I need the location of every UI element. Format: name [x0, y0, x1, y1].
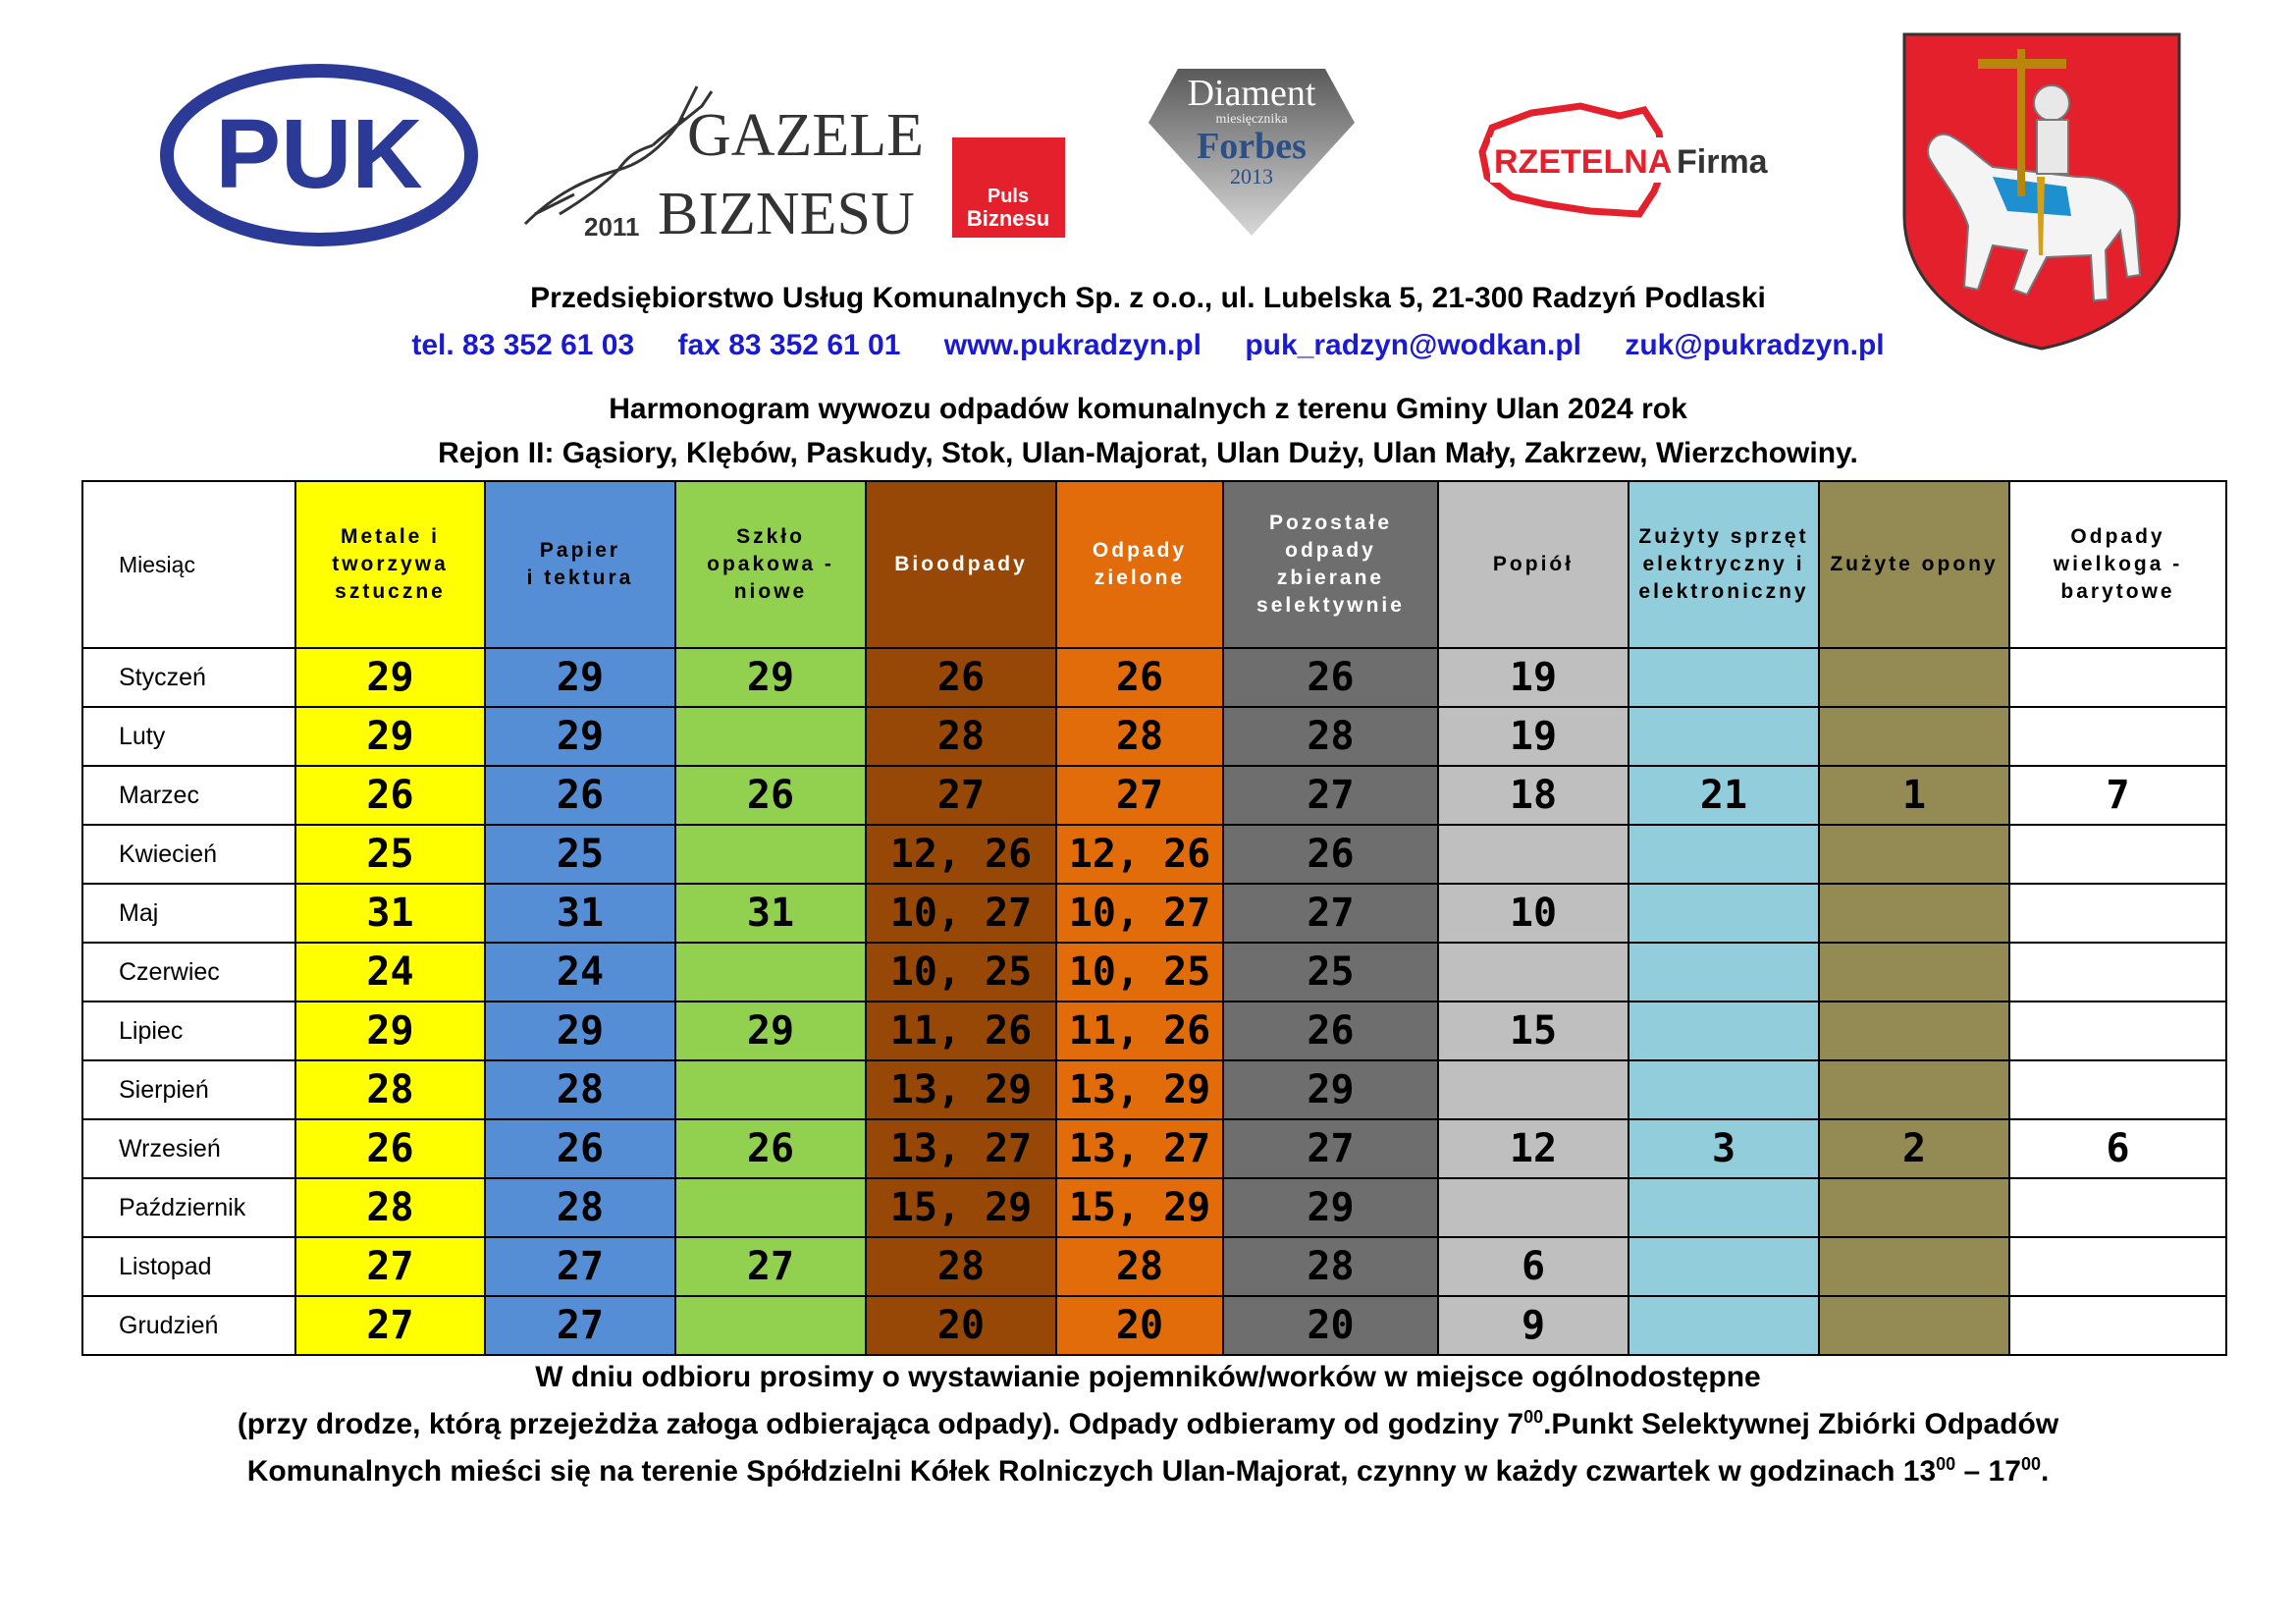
footer-notice-line1: W dniu odbioru prosimy o wystawianie pojemników/worków w miejsce ogólnodostępne — [535, 1361, 1761, 1393]
date-cell: 29 — [675, 1001, 866, 1060]
date-cell: 12 — [1438, 1119, 1629, 1178]
date-cell: 29 — [295, 1001, 485, 1060]
date-cell: 27 — [485, 1237, 675, 1296]
month-cell: Marzec — [82, 766, 295, 825]
date-cell — [2009, 1296, 2226, 1355]
date-cell: 10, 25 — [1056, 943, 1223, 1001]
table-row — [82, 884, 2226, 943]
column-header-1 — [295, 481, 485, 648]
date-cell: 6 — [1438, 1237, 1629, 1296]
date-cell — [2009, 943, 2226, 1001]
date-cell: 31 — [675, 884, 866, 943]
date-cell: 15 — [1438, 1001, 1629, 1060]
date-cell: 28 — [866, 707, 1056, 766]
date-cell — [1629, 884, 1819, 943]
column-header-2 — [485, 481, 675, 648]
date-cell: 18 — [1438, 766, 1629, 825]
date-cell — [1819, 707, 2009, 766]
table-row — [82, 648, 2226, 707]
date-cell: 27 — [295, 1237, 485, 1296]
rzetelna-word: RZETELNA — [1494, 143, 1673, 181]
date-cell: 10 — [1438, 884, 1629, 943]
date-cell — [2009, 1237, 2226, 1296]
column-header-label: Metale i tworzywa sztuczne — [332, 525, 449, 603]
footer-line3-sup-open: 00 — [1936, 1454, 1956, 1474]
month-cell: Czerwiec — [82, 943, 295, 1001]
date-cell: 20 — [1056, 1296, 1223, 1355]
date-cell: 20 — [1223, 1296, 1438, 1355]
footer-line3-sup-close: 00 — [2020, 1454, 2041, 1474]
footer-line2-end: .Punkt Selektywnej Zbiórki Odpadów — [1543, 1408, 2059, 1440]
date-cell: 28 — [295, 1178, 485, 1237]
table-row — [82, 1178, 2226, 1237]
date-cell — [675, 943, 866, 1001]
month-cell: Lipiec — [82, 1001, 295, 1060]
date-cell: 26 — [295, 766, 485, 825]
column-header-label: Bioodpady — [894, 553, 1028, 575]
date-cell — [1629, 1237, 1819, 1296]
puls-badge-line1: Puls — [987, 186, 1030, 207]
date-cell — [1819, 1178, 2009, 1237]
date-cell: 26 — [675, 766, 866, 825]
month-cell: Maj — [82, 884, 295, 943]
date-cell: 9 — [1438, 1296, 1629, 1355]
gazele-line1: GAZELE — [687, 102, 925, 169]
table-row — [82, 1119, 2226, 1178]
date-cell — [1819, 943, 2009, 1001]
date-cell: 28 — [1223, 1237, 1438, 1296]
date-cell — [1819, 1296, 2009, 1355]
date-cell: 13, 29 — [866, 1060, 1056, 1119]
date-cell: 27 — [1223, 766, 1438, 825]
date-cell — [2009, 884, 2226, 943]
date-cell: 10, 25 — [866, 943, 1056, 1001]
table-header-row — [82, 481, 2226, 648]
date-cell: 26 — [1223, 1001, 1438, 1060]
table-row — [82, 707, 2226, 766]
table-row — [82, 1001, 2226, 1060]
date-cell: 27 — [1223, 884, 1438, 943]
column-header-label: Szkło opakowa - niowe — [707, 525, 834, 603]
date-cell: 25 — [295, 825, 485, 884]
date-cell: 26 — [295, 1119, 485, 1178]
month-cell: Sierpień — [82, 1060, 295, 1119]
column-header-label: Pozostałe odpady zbierane selektywnie — [1256, 512, 1405, 617]
date-cell — [1629, 1296, 1819, 1355]
date-cell: 26 — [485, 766, 675, 825]
date-cell: 26 — [866, 648, 1056, 707]
date-cell: 28 — [485, 1060, 675, 1119]
date-cell — [1629, 1178, 1819, 1237]
date-cell: 28 — [485, 1178, 675, 1237]
date-cell: 3 — [1629, 1119, 1819, 1178]
date-cell: 20 — [866, 1296, 1056, 1355]
date-cell: 21 — [1629, 766, 1819, 825]
date-cell: 1 — [1819, 766, 2009, 825]
column-header-8 — [1629, 481, 1819, 648]
date-cell: 10, 27 — [866, 884, 1056, 943]
date-cell: 29 — [485, 648, 675, 707]
date-cell — [1629, 707, 1819, 766]
date-cell: 26 — [1223, 648, 1438, 707]
date-cell — [1629, 648, 1819, 707]
date-cell: 13, 29 — [1056, 1060, 1223, 1119]
gazele-year: 2011 — [584, 212, 640, 242]
date-cell — [1438, 1060, 1629, 1119]
puk-logo-text: PUK — [215, 99, 423, 209]
date-cell: 29 — [485, 1001, 675, 1060]
month-column-header: Miesiąc — [82, 481, 295, 648]
date-cell — [1819, 1001, 2009, 1060]
date-cell: 27 — [675, 1237, 866, 1296]
date-cell — [1819, 884, 2009, 943]
date-cell: 26 — [675, 1119, 866, 1178]
date-cell: 15, 29 — [866, 1178, 1056, 1237]
gazele-line2: BIZNESU — [658, 181, 915, 247]
date-cell: 13, 27 — [866, 1119, 1056, 1178]
company-address: Przedsiębiorstwo Usług Komunalnych Sp. z o.o., ul. Lubelska 5, 21-300 Radzyń Podlaski — [530, 282, 1766, 314]
date-cell — [1819, 1060, 2009, 1119]
date-cell — [1819, 648, 2009, 707]
date-cell: 29 — [485, 707, 675, 766]
website-link[interactable]: www.pukradzyn.pl — [943, 329, 1202, 361]
date-cell — [1629, 825, 1819, 884]
date-cell: 12, 26 — [1056, 825, 1223, 884]
footer-line3-end: . — [2040, 1455, 2050, 1488]
date-cell: 29 — [295, 648, 485, 707]
date-cell — [1629, 1060, 1819, 1119]
date-cell: 24 — [295, 943, 485, 1001]
forbes-diamond-logo — [1144, 64, 1360, 241]
date-cell — [2009, 1060, 2226, 1119]
forbes-line4: 2013 — [1230, 164, 1273, 189]
table-row — [82, 1060, 2226, 1119]
column-header-label: Papier i tektura — [526, 539, 634, 589]
date-cell: 28 — [866, 1237, 1056, 1296]
date-cell: 19 — [1438, 707, 1629, 766]
date-cell — [2009, 648, 2226, 707]
puls-badge-line2: Biznesu — [966, 206, 1050, 231]
phone-number: tel. 83 352 61 03 — [411, 329, 635, 361]
date-cell — [1629, 943, 1819, 1001]
date-cell: 13, 27 — [1056, 1119, 1223, 1178]
column-header-9 — [1819, 481, 2009, 648]
date-cell: 11, 26 — [1056, 1001, 1223, 1060]
date-cell — [2009, 707, 2226, 766]
date-cell — [1438, 1178, 1629, 1237]
date-cell — [1438, 943, 1629, 1001]
month-cell: Grudzień — [82, 1296, 295, 1355]
date-cell: 28 — [1056, 1237, 1223, 1296]
table-row — [82, 825, 2226, 884]
gazele-biznesu-logo — [515, 77, 1075, 248]
date-cell: 31 — [295, 884, 485, 943]
date-cell: 27 — [485, 1296, 675, 1355]
column-header-label: Zużyty sprzęt elektryczny i elektroniczny — [1638, 525, 1809, 603]
date-cell — [1819, 825, 2009, 884]
date-cell — [2009, 1178, 2226, 1237]
date-cell: 26 — [485, 1119, 675, 1178]
date-cell: 7 — [2009, 766, 2226, 825]
footer-notice-line2 — [0, 1408, 2296, 1441]
date-cell: 29 — [675, 648, 866, 707]
column-header-10 — [2009, 481, 2226, 648]
date-cell — [2009, 1001, 2226, 1060]
puk-logo — [157, 57, 481, 253]
date-cell: 24 — [485, 943, 675, 1001]
date-cell: 29 — [1223, 1060, 1438, 1119]
firma-word: Firma — [1677, 143, 1768, 181]
date-cell: 11, 26 — [866, 1001, 1056, 1060]
month-cell: Styczeń — [82, 648, 295, 707]
column-header-7 — [1438, 481, 1629, 648]
date-cell — [675, 825, 866, 884]
fax-number: fax 83 352 61 01 — [677, 329, 901, 361]
date-cell: 29 — [1223, 1178, 1438, 1237]
table-row — [82, 1237, 2226, 1296]
date-cell — [1819, 1237, 2009, 1296]
table-row — [82, 1296, 2226, 1355]
month-cell: Listopad — [82, 1237, 295, 1296]
date-cell: 2 — [1819, 1119, 2009, 1178]
date-cell: 12, 26 — [866, 825, 1056, 884]
footer-line3-start: Komunalnych mieści się na terenie Spółdzielni Kółek Rolniczych Ulan-Majorat, czynny w każdy czwartek w godzinach 13 — [246, 1455, 1937, 1488]
column-header-label: Odpady wielkoga - barytowe — [2053, 525, 2183, 603]
column-header-label: Odpady zielone — [1092, 539, 1188, 589]
footer-line2-start: (przy drodze, którą przejeżdża załoga odbierająca odpady). Odpady odbieramy od godziny 7 — [237, 1408, 1524, 1440]
date-cell — [1438, 825, 1629, 884]
month-cell: Kwiecień — [82, 825, 295, 884]
date-cell: 15, 29 — [1056, 1178, 1223, 1237]
date-cell: 26 — [1056, 648, 1223, 707]
column-header-label: Zużyte opony — [1830, 553, 1999, 575]
column-header-4 — [866, 481, 1056, 648]
footer-notice-line3 — [0, 1455, 2296, 1489]
date-cell — [675, 1178, 866, 1237]
date-cell: 27 — [1056, 766, 1223, 825]
date-cell: 28 — [1056, 707, 1223, 766]
rzetelna-firma-logo — [1472, 98, 1777, 221]
date-cell: 25 — [1223, 943, 1438, 1001]
forbes-line1: Diament — [1187, 73, 1316, 114]
date-cell: 31 — [485, 884, 675, 943]
date-cell: 25 — [485, 825, 675, 884]
date-cell: 28 — [1223, 707, 1438, 766]
date-cell: 29 — [295, 707, 485, 766]
date-cell — [675, 1296, 866, 1355]
email-link-puk[interactable]: puk_radzyn@wodkan.pl — [1245, 329, 1582, 361]
date-cell: 10, 27 — [1056, 884, 1223, 943]
schedule-title: Harmonogram wywozu odpadów komunalnych z terenu Gminy Ulan 2024 rok — [609, 393, 1687, 425]
table-row — [82, 943, 2226, 1001]
table-row — [82, 766, 2226, 825]
date-cell: 27 — [1223, 1119, 1438, 1178]
column-header-label: Popiół — [1492, 553, 1575, 575]
date-cell — [2009, 825, 2226, 884]
collection-schedule-table — [81, 480, 2227, 1356]
date-cell: 6 — [2009, 1119, 2226, 1178]
forbes-line3: Forbes — [1197, 126, 1307, 167]
contact-line — [0, 329, 2296, 362]
region-list: Rejon II: Gąsiory, Klębów, Paskudy, Stok, Ulan-Majorat, Ulan Duży, Ulan Mały, Zakrzew, Wierzchowiny. — [438, 437, 1858, 469]
footer-line2-sup: 00 — [1523, 1407, 1544, 1427]
date-cell: 27 — [866, 766, 1056, 825]
column-header-5 — [1056, 481, 1223, 648]
month-cell: Październik — [82, 1178, 295, 1237]
month-cell: Luty — [82, 707, 295, 766]
column-header-6 — [1223, 481, 1438, 648]
email-link-zuk[interactable]: zuk@pukradzyn.pl — [1625, 329, 1885, 361]
date-cell — [675, 707, 866, 766]
date-cell — [1629, 1001, 1819, 1060]
date-cell: 28 — [295, 1060, 485, 1119]
forbes-line2: miesięcznika — [1215, 112, 1288, 127]
date-cell: 26 — [1223, 825, 1438, 884]
column-header-3 — [675, 481, 866, 648]
date-cell — [675, 1060, 866, 1119]
footer-line3-mid: – 17 — [1955, 1455, 2021, 1488]
month-cell: Wrzesień — [82, 1119, 295, 1178]
date-cell: 19 — [1438, 648, 1629, 707]
date-cell: 27 — [295, 1296, 485, 1355]
